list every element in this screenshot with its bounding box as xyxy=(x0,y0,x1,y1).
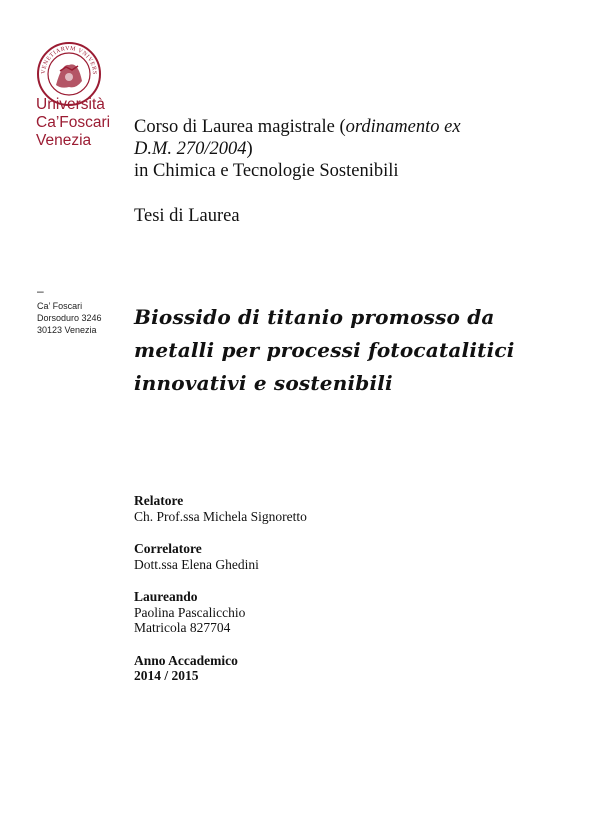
course-text: ) xyxy=(246,139,253,159)
relatore-name: Ch. Prof.ssa Michela Signoretto xyxy=(134,508,307,524)
address-dash: – xyxy=(37,284,44,298)
laureando-name: Paolina Pascalicchio xyxy=(134,604,246,620)
address-line: Dorsoduro 3246 xyxy=(37,313,102,323)
course-program: in Chimica e Tecnologie Sostenibili xyxy=(134,161,399,181)
address-line: Ca’ Foscari xyxy=(37,301,83,311)
university-name xyxy=(36,96,110,150)
anno-label: Anno Accademico xyxy=(134,652,238,668)
course-italic: ordinamento ex xyxy=(345,117,461,137)
course-description xyxy=(134,116,554,182)
anno-value: 2014 / 2015 xyxy=(134,668,199,683)
laureando-group xyxy=(134,589,307,636)
address-line: 30123 Venezia xyxy=(37,325,97,335)
correlatore-label: Correlatore xyxy=(134,541,202,556)
relatore-group xyxy=(134,493,307,524)
relatore-label: Relatore xyxy=(134,493,184,508)
correlatore-group xyxy=(134,541,307,572)
address-block xyxy=(37,300,102,336)
title-line: metalli per processi fotocatalitici xyxy=(134,338,515,362)
thesis-title xyxy=(134,301,554,400)
course-italic: D.M. 270/2004 xyxy=(134,139,247,159)
laureando-matricola: Matricola 827704 xyxy=(134,620,231,635)
title-line: Biossido di titanio promosso da xyxy=(134,305,495,329)
anno-group xyxy=(134,653,307,684)
svg-text:VENETIARVM VNIVERSITAS: VENETIARVM VNIVERS xyxy=(40,45,98,75)
course-text: Corso di Laurea magistrale ( xyxy=(134,117,346,137)
laureando-label: Laureando xyxy=(134,589,198,604)
university-name-line: Ca’Foscari xyxy=(36,114,111,131)
university-name-line: Venezia xyxy=(36,132,92,149)
correlatore-name: Dott.ssa Elena Ghedini xyxy=(134,556,259,572)
university-name-line: Università xyxy=(36,96,105,113)
thesis-label: Tesi di Laurea xyxy=(134,206,240,226)
title-line: innovativi e sostenibili xyxy=(134,371,393,395)
people-section xyxy=(134,493,307,701)
